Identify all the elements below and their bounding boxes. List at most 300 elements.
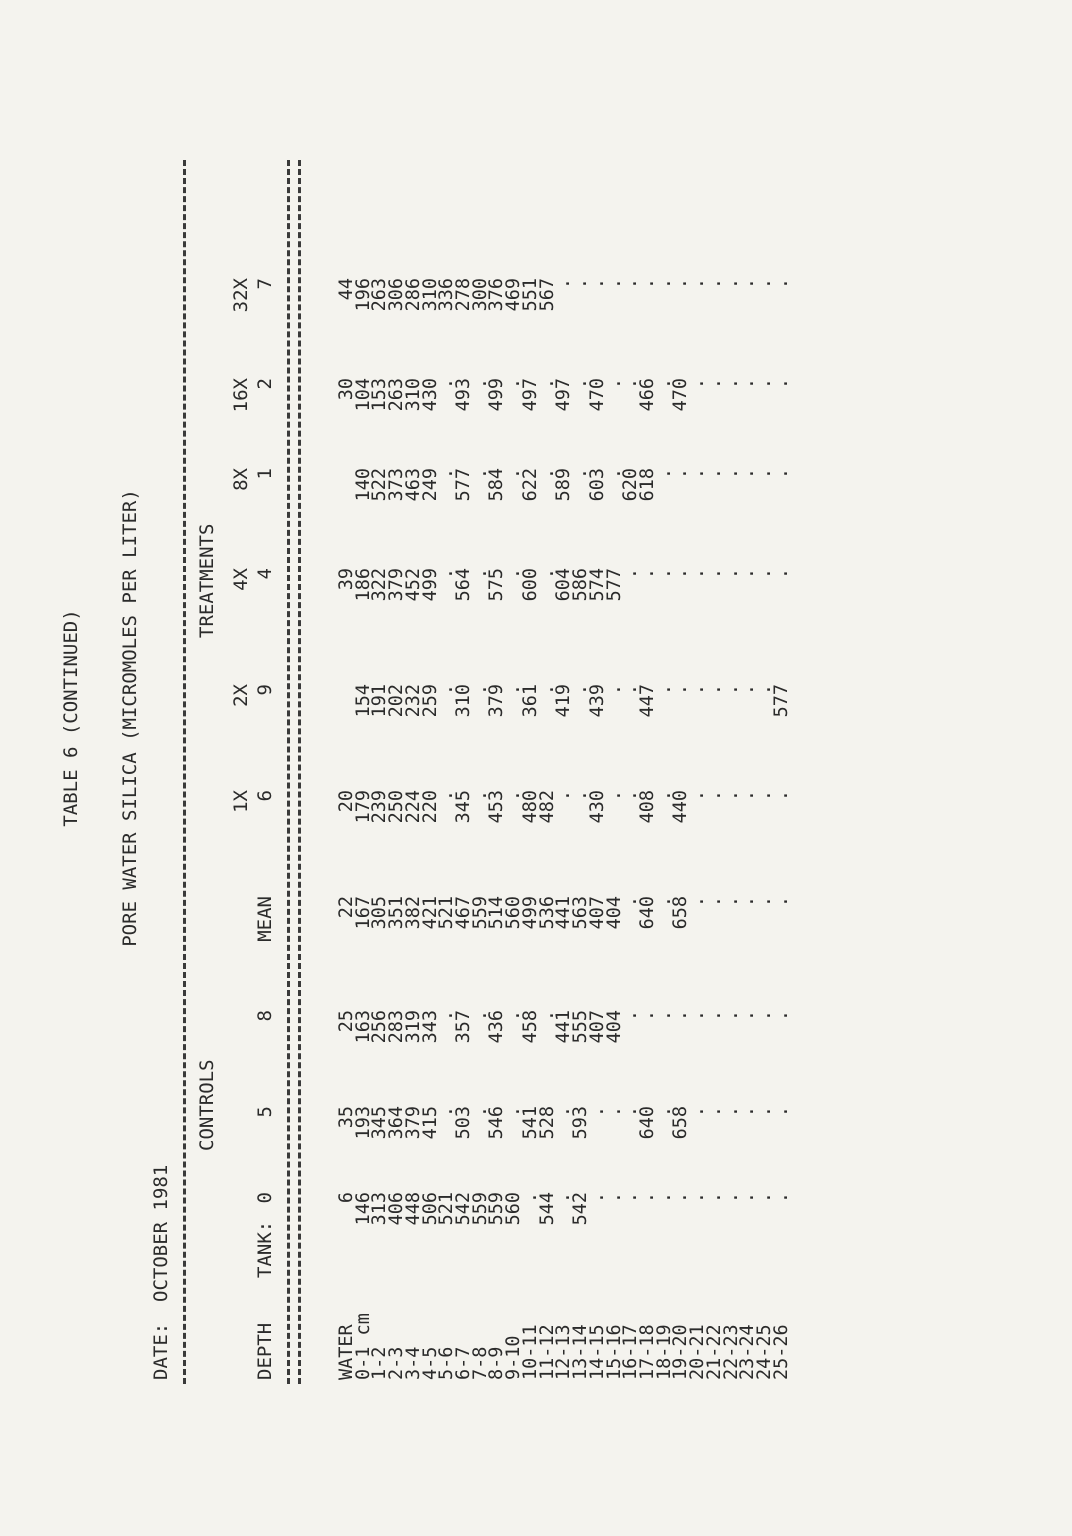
table-cell: 453 bbox=[486, 790, 508, 824]
table-cell: . bbox=[703, 1010, 725, 1022]
table-cell: . bbox=[653, 278, 675, 290]
depth-label: 7-8 bbox=[469, 1346, 491, 1380]
table-cell: . bbox=[553, 1192, 575, 1204]
depth-label: 20-21 bbox=[687, 1324, 709, 1380]
table-cell: . bbox=[720, 684, 742, 696]
table-cell: 458 bbox=[519, 1010, 541, 1044]
table-cell: . bbox=[720, 568, 742, 580]
table-cell: . bbox=[720, 896, 742, 908]
table-cell: . bbox=[653, 896, 675, 908]
tank-header: MEAN bbox=[254, 896, 276, 942]
tank-label: TANK: bbox=[254, 1220, 276, 1278]
depth-label: 11-12 bbox=[536, 1324, 558, 1380]
table-cell: . bbox=[469, 468, 491, 480]
table-cell: . bbox=[620, 568, 642, 580]
table-cell: 463 bbox=[402, 468, 424, 502]
table-cell: 167 bbox=[352, 896, 374, 930]
table-cell: 22 bbox=[336, 896, 357, 919]
table-cell: . bbox=[603, 1106, 625, 1118]
table-cell: 586 bbox=[570, 568, 592, 602]
table-cell: . bbox=[754, 790, 775, 802]
table-cell: . bbox=[636, 568, 658, 580]
table-cell: . bbox=[603, 1192, 625, 1204]
table-cell: 193 bbox=[352, 1106, 374, 1140]
table-cell: 574 bbox=[586, 568, 608, 602]
table-cell: . bbox=[436, 790, 458, 802]
table-cell: 357 bbox=[453, 1010, 475, 1044]
table-cell: 564 bbox=[453, 568, 475, 602]
table-cell: 470 bbox=[670, 378, 692, 412]
table-cell: . bbox=[770, 468, 792, 480]
table-cell: . bbox=[620, 278, 642, 290]
table-cell: . bbox=[720, 1106, 742, 1118]
table-cell: . bbox=[770, 378, 792, 390]
table-cell: . bbox=[754, 684, 775, 696]
table-cell: 415 bbox=[419, 1106, 441, 1140]
table-cell: 379 bbox=[486, 684, 508, 718]
table-cell: . bbox=[687, 790, 709, 802]
table-cell: 603 bbox=[586, 468, 608, 502]
table-cell: . bbox=[436, 1106, 458, 1118]
table-cell: . bbox=[603, 684, 625, 696]
table-cell: 146 bbox=[352, 1192, 374, 1226]
table-cell: . bbox=[503, 378, 525, 390]
depth-header: DEPTH bbox=[254, 1322, 276, 1380]
table-cell: . bbox=[653, 684, 675, 696]
tank-header: 7 bbox=[254, 278, 276, 290]
table-cell: . bbox=[770, 278, 792, 290]
table-cell: 404 bbox=[603, 896, 625, 930]
table-cell: 202 bbox=[386, 684, 408, 718]
table-cell: 499 bbox=[486, 378, 508, 412]
depth-label: 10-11 bbox=[519, 1324, 541, 1380]
table-title: TABLE 6 (CONTINUED) bbox=[60, 609, 82, 827]
table-cell: 521 bbox=[436, 896, 458, 930]
table-cell: 104 bbox=[352, 378, 374, 412]
tank-header: 9 bbox=[254, 684, 276, 696]
table-cell: . bbox=[553, 278, 575, 290]
table-cell: 544 bbox=[536, 1192, 558, 1226]
table-cell: . bbox=[737, 1010, 759, 1022]
table-cell: 430 bbox=[586, 790, 608, 824]
table-cell: 542 bbox=[570, 1192, 592, 1226]
table-cell: 441 bbox=[553, 896, 575, 930]
table-cell: 163 bbox=[352, 1010, 374, 1044]
table-cell: . bbox=[503, 790, 525, 802]
treatment-header: 8X bbox=[230, 468, 252, 491]
table-cell: . bbox=[469, 790, 491, 802]
table-cell: 604 bbox=[553, 568, 575, 602]
table-cell: . bbox=[503, 568, 525, 580]
table-cell: . bbox=[620, 790, 642, 802]
table-cell: 364 bbox=[386, 1106, 408, 1140]
table-cell: . bbox=[536, 378, 558, 390]
table-cell: 20 bbox=[336, 790, 357, 813]
table-cell: 300 bbox=[469, 278, 491, 312]
table-cell: 600 bbox=[519, 568, 541, 602]
table-cell: 407 bbox=[586, 896, 608, 930]
depth-label: 16-17 bbox=[620, 1324, 642, 1380]
treatments-group-label: TREATMENTS bbox=[196, 523, 218, 638]
table-cell: . bbox=[737, 896, 759, 908]
table-cell: 559 bbox=[486, 1192, 508, 1226]
table-cell: 503 bbox=[453, 1106, 475, 1140]
depth-label: 5-6 bbox=[436, 1346, 458, 1380]
table-cell: 577 bbox=[603, 568, 625, 602]
table-cell: 546 bbox=[486, 1106, 508, 1140]
tank-header: 6 bbox=[254, 790, 276, 802]
table-cell: . bbox=[754, 278, 775, 290]
table-cell: . bbox=[670, 684, 692, 696]
table-cell: 499 bbox=[419, 568, 441, 602]
table-cell: 373 bbox=[386, 468, 408, 502]
table-cell: 440 bbox=[670, 790, 692, 824]
date-label: DATE: bbox=[150, 1322, 172, 1380]
table-cell: 560 bbox=[503, 896, 525, 930]
table-cell: . bbox=[436, 378, 458, 390]
table-cell: 310 bbox=[419, 278, 441, 312]
table-cell: 44 bbox=[336, 278, 357, 301]
table-cell: . bbox=[653, 1192, 675, 1204]
table-cell: . bbox=[687, 278, 709, 290]
depth-label: 18-19 bbox=[653, 1324, 675, 1380]
table-cell: . bbox=[570, 790, 592, 802]
depth-label: 19-20 bbox=[670, 1324, 692, 1380]
table-cell: . bbox=[754, 468, 775, 480]
table-cell: . bbox=[737, 468, 759, 480]
table-cell: 286 bbox=[402, 278, 424, 312]
table-cell: . bbox=[670, 1192, 692, 1204]
table-cell: . bbox=[754, 1192, 775, 1204]
table-cell: 319 bbox=[402, 1010, 424, 1044]
table-cell: 6 bbox=[336, 1192, 357, 1204]
depth-label: 1-2 bbox=[369, 1346, 391, 1380]
table-cell: . bbox=[687, 378, 709, 390]
table-cell: 448 bbox=[402, 1192, 424, 1226]
table-cell: . bbox=[737, 1192, 759, 1204]
table-cell: 559 bbox=[469, 1192, 491, 1226]
table-cell: 256 bbox=[369, 1010, 391, 1044]
table-cell: 345 bbox=[369, 1106, 391, 1140]
table-cell: 521 bbox=[436, 1192, 458, 1226]
table-cell: 154 bbox=[352, 684, 374, 718]
header-rule-top bbox=[183, 160, 186, 1384]
depth-label: 12-13 bbox=[553, 1324, 575, 1380]
table-cell: 618 bbox=[636, 468, 658, 502]
table-cell: . bbox=[670, 278, 692, 290]
table-cell: 39 bbox=[336, 568, 357, 591]
table-cell: 224 bbox=[402, 790, 424, 824]
table-cell: 482 bbox=[536, 790, 558, 824]
depth-label: 17-18 bbox=[636, 1324, 658, 1380]
table-cell: . bbox=[503, 468, 525, 480]
treatment-header: 1X bbox=[230, 790, 252, 813]
table-cell: 421 bbox=[419, 896, 441, 930]
table-cell: 361 bbox=[519, 684, 541, 718]
table-cell: 351 bbox=[386, 896, 408, 930]
table-cell: 283 bbox=[386, 1010, 408, 1044]
depth-label: 9-10 bbox=[503, 1335, 525, 1380]
table-cell: 196 bbox=[352, 278, 374, 312]
table-cell: . bbox=[469, 378, 491, 390]
table-cell: . bbox=[670, 468, 692, 480]
table-cell: 447 bbox=[636, 684, 658, 718]
table-cell: . bbox=[737, 1106, 759, 1118]
table-cell: . bbox=[687, 1106, 709, 1118]
table-cell: . bbox=[720, 1192, 742, 1204]
table-cell: . bbox=[636, 1010, 658, 1022]
table-cell: . bbox=[720, 278, 742, 290]
table-cell: 506 bbox=[419, 1192, 441, 1226]
table-cell: 406 bbox=[386, 1192, 408, 1226]
table-cell: . bbox=[603, 790, 625, 802]
table-cell: . bbox=[586, 1192, 608, 1204]
table-cell: . bbox=[436, 684, 458, 696]
table-cell: . bbox=[754, 1010, 775, 1022]
table-subtitle: PORE WATER SILICA (MICROMOLES PER LITER) bbox=[119, 489, 141, 947]
table-cell: 542 bbox=[453, 1192, 475, 1226]
table-cell: . bbox=[570, 684, 592, 696]
table-cell: 469 bbox=[503, 278, 525, 312]
table-cell: . bbox=[620, 896, 642, 908]
table-cell: . bbox=[670, 1010, 692, 1022]
depth-label: WATER bbox=[336, 1324, 357, 1380]
table-cell: . bbox=[570, 468, 592, 480]
table-cell: . bbox=[687, 468, 709, 480]
table-cell: 439 bbox=[586, 684, 608, 718]
table-cell: . bbox=[653, 1010, 675, 1022]
header-rule-mid-1 bbox=[287, 160, 290, 1384]
table-cell: 658 bbox=[670, 1106, 692, 1140]
table-cell: . bbox=[754, 1106, 775, 1118]
table-cell: 620 bbox=[620, 468, 642, 502]
table-cell: . bbox=[770, 568, 792, 580]
table-cell: 382 bbox=[402, 896, 424, 930]
table-cell: . bbox=[536, 1010, 558, 1022]
table-cell: . bbox=[553, 790, 575, 802]
table-cell: 577 bbox=[770, 684, 792, 718]
table-cell: 522 bbox=[369, 468, 391, 502]
table-cell: 407 bbox=[586, 1010, 608, 1044]
table-cell: . bbox=[703, 378, 725, 390]
table-cell: . bbox=[620, 684, 642, 696]
table-cell: 25 bbox=[336, 1010, 357, 1033]
table-cell: 278 bbox=[453, 278, 475, 312]
table-cell: . bbox=[469, 1010, 491, 1022]
table-cell: . bbox=[469, 1106, 491, 1118]
table-cell: 313 bbox=[369, 1192, 391, 1226]
table-cell: . bbox=[670, 568, 692, 580]
table-cell: . bbox=[586, 1106, 608, 1118]
table-cell: 191 bbox=[369, 684, 391, 718]
table-cell: 589 bbox=[553, 468, 575, 502]
table-cell: . bbox=[603, 278, 625, 290]
table-cell: . bbox=[737, 568, 759, 580]
table-cell: . bbox=[570, 278, 592, 290]
table-cell: . bbox=[436, 468, 458, 480]
table-cell: 186 bbox=[352, 568, 374, 602]
date-value: OCTOBER 1981 bbox=[150, 1164, 172, 1302]
table-cell: 306 bbox=[386, 278, 408, 312]
table-cell: . bbox=[536, 684, 558, 696]
tank-header: 4 bbox=[254, 568, 276, 580]
table-cell: 622 bbox=[519, 468, 541, 502]
table-cell: . bbox=[754, 568, 775, 580]
table-cell: . bbox=[436, 568, 458, 580]
table-cell: . bbox=[653, 568, 675, 580]
tank-header: 1 bbox=[254, 468, 276, 480]
table-cell: 263 bbox=[369, 278, 391, 312]
table-cell: . bbox=[586, 278, 608, 290]
depth-label: 6-7 bbox=[453, 1346, 475, 1380]
depth-label: 2-3 bbox=[386, 1346, 408, 1380]
table-cell: . bbox=[703, 468, 725, 480]
table-cell: 563 bbox=[570, 896, 592, 930]
table-cell: . bbox=[636, 278, 658, 290]
table-cell: . bbox=[536, 468, 558, 480]
table-cell: . bbox=[720, 378, 742, 390]
table-cell: 404 bbox=[603, 1010, 625, 1044]
table-cell: 658 bbox=[670, 896, 692, 930]
treatment-header: 16X bbox=[230, 378, 252, 413]
table-cell: 559 bbox=[469, 896, 491, 930]
table-cell: . bbox=[687, 1192, 709, 1204]
depth-label: 3-4 bbox=[402, 1346, 424, 1380]
table-cell: 220 bbox=[419, 790, 441, 824]
table-cell: 640 bbox=[636, 896, 658, 930]
table-cell: 584 bbox=[486, 468, 508, 502]
table-cell: . bbox=[770, 1010, 792, 1022]
table-cell: 514 bbox=[486, 896, 508, 930]
table-cell: . bbox=[703, 1192, 725, 1204]
table-cell: . bbox=[536, 568, 558, 580]
table-cell: 153 bbox=[369, 378, 391, 412]
table-cell: . bbox=[469, 568, 491, 580]
table-cell: 497 bbox=[553, 378, 575, 412]
table-cell: . bbox=[653, 468, 675, 480]
table-cell: 470 bbox=[586, 378, 608, 412]
depth-label: 23-24 bbox=[737, 1324, 759, 1380]
depth-label: 15-16 bbox=[603, 1324, 625, 1380]
table-cell: . bbox=[687, 568, 709, 580]
table-cell: . bbox=[737, 684, 759, 696]
table-cell: . bbox=[653, 1106, 675, 1118]
table-cell: 419 bbox=[553, 684, 575, 718]
table-cell: . bbox=[653, 378, 675, 390]
table-cell: . bbox=[620, 1192, 642, 1204]
table-cell: . bbox=[737, 790, 759, 802]
table-cell: . bbox=[720, 790, 742, 802]
table-cell: . bbox=[603, 468, 625, 480]
table-cell: 310 bbox=[453, 684, 475, 718]
table-cell: 35 bbox=[336, 1106, 357, 1129]
table-cell: 466 bbox=[636, 378, 658, 412]
table-cell: 541 bbox=[519, 1106, 541, 1140]
table-cell: . bbox=[703, 1106, 725, 1118]
table-cell: 536 bbox=[536, 896, 558, 930]
table-cell: . bbox=[737, 378, 759, 390]
tank-header: 0 bbox=[254, 1192, 276, 1204]
table-cell: . bbox=[720, 1010, 742, 1022]
table-cell: 467 bbox=[453, 896, 475, 930]
table-cell: 528 bbox=[536, 1106, 558, 1140]
table-cell: . bbox=[620, 378, 642, 390]
table-cell: . bbox=[503, 1106, 525, 1118]
table-cell: 551 bbox=[519, 278, 541, 312]
depth-label: 24-25 bbox=[754, 1324, 775, 1380]
controls-group-label: CONTROLS bbox=[196, 1059, 218, 1151]
treatment-header: 32X bbox=[230, 278, 252, 313]
depth-label: 0-1 cm bbox=[352, 1313, 374, 1380]
table-cell: . bbox=[770, 1192, 792, 1204]
depth-label: 13-14 bbox=[570, 1324, 592, 1380]
table-cell: . bbox=[770, 1106, 792, 1118]
table-cell: 336 bbox=[436, 278, 458, 312]
table-cell: 239 bbox=[369, 790, 391, 824]
table-cell: 593 bbox=[570, 1106, 592, 1140]
depth-label: 21-22 bbox=[703, 1324, 725, 1380]
table-cell: . bbox=[703, 568, 725, 580]
table-cell: 575 bbox=[486, 568, 508, 602]
treatment-header: 2X bbox=[230, 684, 252, 707]
depth-label: 8-9 bbox=[486, 1346, 508, 1380]
table-cell: . bbox=[737, 278, 759, 290]
table-cell: 430 bbox=[419, 378, 441, 412]
table-cell: . bbox=[754, 896, 775, 908]
tank-header: 2 bbox=[254, 378, 276, 390]
table-cell: . bbox=[754, 378, 775, 390]
table-cell: 376 bbox=[486, 278, 508, 312]
table-cell: 555 bbox=[570, 1010, 592, 1044]
table-cell: 408 bbox=[636, 790, 658, 824]
table-cell: 452 bbox=[402, 568, 424, 602]
table-cell: 232 bbox=[402, 684, 424, 718]
table-cell: 436 bbox=[486, 1010, 508, 1044]
table-cell: 499 bbox=[519, 896, 541, 930]
table-cell: 441 bbox=[553, 1010, 575, 1044]
table-cell: 343 bbox=[419, 1010, 441, 1044]
table-cell: 345 bbox=[453, 790, 475, 824]
depth-label: 14-15 bbox=[586, 1324, 608, 1380]
table-cell: . bbox=[687, 896, 709, 908]
table-cell: 577 bbox=[453, 468, 475, 502]
table-cell: 560 bbox=[503, 1192, 525, 1226]
table-cell: . bbox=[519, 1192, 541, 1204]
table-cell: 379 bbox=[402, 1106, 424, 1140]
table-cell: 305 bbox=[369, 896, 391, 930]
header-rule-mid-2 bbox=[298, 160, 301, 1384]
table-cell: . bbox=[653, 790, 675, 802]
table-cell: 249 bbox=[419, 468, 441, 502]
table-cell: . bbox=[620, 1106, 642, 1118]
table-cell: 310 bbox=[402, 378, 424, 412]
table-cell: . bbox=[620, 1010, 642, 1022]
depth-label: 25-26 bbox=[770, 1324, 792, 1380]
treatment-header: 4X bbox=[230, 568, 252, 591]
table-cell: 493 bbox=[453, 378, 475, 412]
table-cell: 30 bbox=[336, 378, 357, 401]
table-cell: . bbox=[703, 684, 725, 696]
depth-label: 4-5 bbox=[419, 1346, 441, 1380]
table-cell: . bbox=[503, 684, 525, 696]
table-cell: . bbox=[436, 1010, 458, 1022]
depth-label: 22-23 bbox=[720, 1324, 742, 1380]
table-cell: . bbox=[687, 1010, 709, 1022]
table-cell: . bbox=[687, 684, 709, 696]
table-cell: . bbox=[770, 790, 792, 802]
table-cell: 259 bbox=[419, 684, 441, 718]
table-cell: . bbox=[636, 1192, 658, 1204]
